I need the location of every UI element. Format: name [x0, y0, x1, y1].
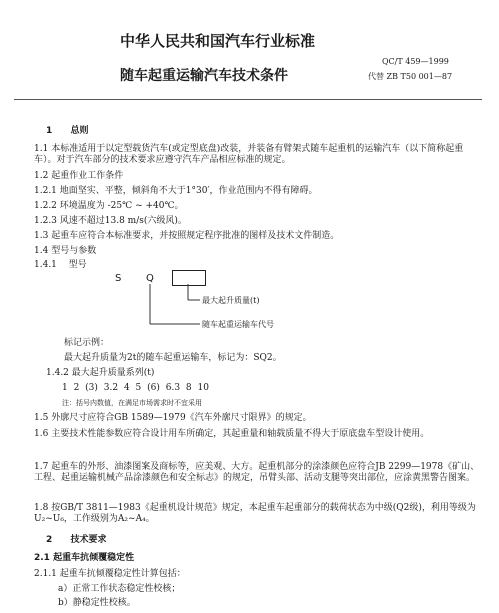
section-2-heading — [46, 535, 107, 546]
section-1-heading — [46, 126, 89, 137]
example-text: 最大起升质量为2t的随车起重运输车，标记为：SQ2。 — [64, 353, 282, 363]
list-item-a: a）正常工作状态稳定性校核； — [58, 584, 181, 594]
clause-text: 型号 — [68, 260, 87, 270]
paragraph-1-2 — [34, 171, 123, 182]
clause-number: 1.7 — [34, 462, 49, 472]
paragraph-1-5 — [34, 413, 312, 424]
clause-number: 1.2.2 — [34, 201, 57, 211]
example-label: 标记示例： — [64, 338, 110, 348]
clause-number: 1.4 — [34, 246, 49, 256]
paragraph-2-1-1 — [34, 569, 186, 580]
clause-text: 起重作业工作条件 — [51, 171, 124, 181]
replaces-standard: 代替 ZB T50 001—87 — [368, 72, 453, 81]
clause-number: 2.1 — [34, 553, 50, 563]
clause-text: 起重车的外形、油漆图案及商标等，应美观、大方。起重机部分的涂漆颜色应符合JB 2299—1978《矿山、工程、起重运输机械产品涂漆颜色和安全标志》的规定，吊臂头部、活动支腿等突出部位，应涂黄黑警告图案。 — [34, 462, 480, 483]
clause-text: 风速不超过13.8 m/s(六级风)。 — [59, 216, 187, 226]
clause-number: 1.2 — [34, 171, 49, 181]
clause-text: 最大起升质量系列(t) — [71, 368, 155, 378]
section-1-title: 总则 — [70, 126, 89, 136]
paragraph-1-8 — [34, 503, 484, 525]
paragraph-2-1 — [34, 553, 134, 564]
clause-number: 1.4.1 — [34, 260, 57, 270]
clause-number: 1.1 — [34, 144, 49, 154]
paragraph-1-4-2 — [46, 368, 154, 379]
standard-number: QC/T 459—1999 — [382, 57, 449, 66]
paragraph-1-2-3 — [34, 216, 187, 227]
clause-number: 1.4.2 — [46, 368, 69, 378]
list-item-b: b）静稳定性校核。 — [58, 598, 136, 608]
clause-text: 地面坚实、平整，倾斜角不大于1°30′，作业范围内不得有障碍。 — [59, 186, 318, 196]
clause-text: 主要技术性能参数应符合设计用车所确定，其起重量和轴载质量不得大于原底盘车型设计使用。 — [51, 429, 430, 439]
paragraph-1-2-2 — [34, 201, 184, 212]
clause-number: 1.5 — [34, 413, 49, 423]
clause-number: 1.6 — [34, 429, 49, 439]
model-letter-q: Q — [146, 273, 154, 284]
header-divider — [14, 99, 482, 100]
paragraph-1-4 — [34, 246, 96, 257]
paragraph-1-4-1 — [34, 260, 87, 271]
paragraph-1-3 — [34, 231, 339, 242]
clause-text: 起重车抗倾覆稳定性 — [53, 553, 135, 563]
capacity-series: 1 2 (3) 3.2 4 5 (6) 6.3 8 10 — [62, 383, 209, 393]
section-2-number: 2 — [46, 535, 53, 545]
paragraph-1-1 — [34, 144, 484, 166]
paragraph-1-2-1 — [34, 186, 318, 197]
clause-text: 外廓尺寸应符合GB 1589—1979《汽车外廓尺寸限界》的规定。 — [51, 413, 312, 423]
clause-text: 按GB/T 3811—1983《起重机设计规范》规定，本起重车起重部分的载荷状态为中级(Q2级)，利用等级为U₂~U₆，工作级别为A₂~A₄。 — [34, 503, 476, 524]
model-letter-s: S — [115, 273, 122, 284]
label-max-lifting-capacity: 最大起升质量(t) — [202, 296, 260, 305]
label-vehicle-code: 随车起重运输车代号 — [202, 320, 274, 329]
paragraph-1-7 — [34, 462, 484, 484]
section-2-title: 技术要求 — [70, 535, 107, 545]
clause-number: 2.1.1 — [34, 569, 57, 579]
clause-text: 本标准适用于以定型载货汽车(或定型底盘)改装，并装备有臂架式随车起重机的运输汽车（以下简称起重车）。对于汽车部分的技术要求应遵守汽车产品相应标准的规定。 — [34, 144, 464, 165]
clause-number: 1.8 — [34, 503, 49, 513]
clause-number: 1.2.3 — [34, 216, 57, 226]
industry-standard-title: 中华人民共和国汽车行业标准 — [120, 32, 316, 50]
clause-number: 1.2.1 — [34, 186, 57, 196]
paragraph-1-6 — [34, 429, 484, 440]
clause-text: 起重车抗倾覆稳定性计算包括： — [59, 569, 186, 579]
section-1-number: 1 — [46, 126, 53, 136]
clause-text: 起重车应符合本标准要求，并按照规定程序批准的图样及技术文件制造。 — [51, 231, 340, 241]
clause-text: 环境温度为 -25℃ ~ +40℃。 — [59, 201, 184, 211]
document-title: 随车起重运输汽车技术条件 — [120, 68, 288, 84]
clause-number: 1.3 — [34, 231, 49, 241]
capacity-series-note: 注：括号内数值，在满足市场需求时不宜采用 — [62, 399, 202, 407]
clause-text: 型号与参数 — [51, 246, 97, 256]
